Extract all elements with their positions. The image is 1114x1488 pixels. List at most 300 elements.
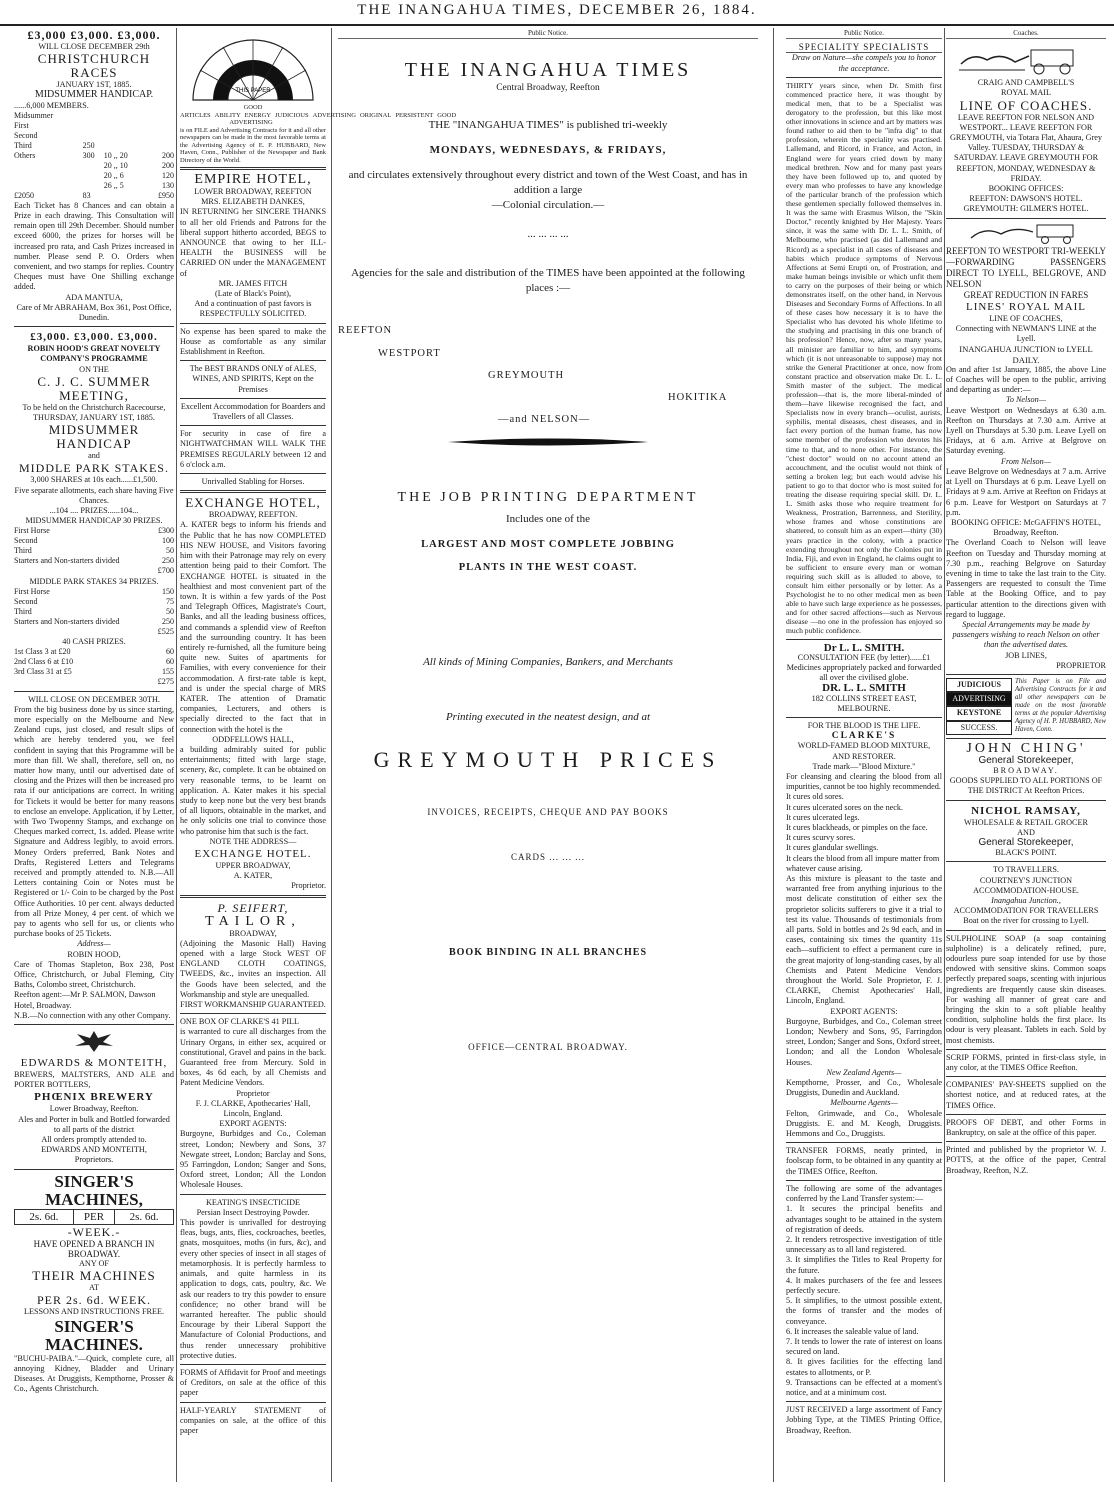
inangahua-junction: Inangahua Junction., bbox=[991, 896, 1061, 905]
close-date: WILL CLOSE DECEMBER 29th bbox=[38, 42, 150, 51]
column-rule bbox=[944, 28, 945, 1482]
to-nelson-label: To Nelson— bbox=[1006, 395, 1046, 405]
mh-prize-row bbox=[14, 546, 174, 556]
fan-word: ORIGINAL bbox=[359, 111, 392, 119]
singer-title-2: SINGER'S MACHINES. bbox=[45, 1316, 143, 1354]
newman-connection: Connecting with NEWMAN'S LINE at the Lyell. bbox=[955, 324, 1097, 344]
members-count: ......6,000 MEMBERS. bbox=[14, 100, 89, 110]
prize-cell bbox=[146, 141, 174, 151]
blacks-point: BLACK'S POINT. bbox=[995, 848, 1057, 858]
advertising-fan-engraving bbox=[188, 30, 318, 102]
robin-hood-address: Care of Thomas Stapleton, Box 238, Post Office, Christchurch, or Jubal Fleming, City Baths, Colombo street, Christchurch. bbox=[14, 959, 174, 990]
cure-item: It cures scurvy sores. bbox=[786, 833, 856, 843]
prize-cell bbox=[104, 131, 146, 141]
mp-prizes-heading: MIDDLE PARK STAKES 34 PRIZES. bbox=[29, 576, 159, 586]
largest-plant: LARGEST AND MOST COMPLETE JOBBING bbox=[421, 538, 675, 550]
ramsay-storekeeper: General Storekeeper, bbox=[978, 836, 1074, 848]
column-rule bbox=[331, 28, 332, 1482]
fan-word: JUDICIOUS bbox=[275, 111, 309, 119]
cure-item: It cures blackheads, or pimples on the face. bbox=[786, 822, 928, 832]
clarkes-heading: CLARKE'S bbox=[831, 731, 897, 742]
clarke-export-label: EXPORT AGENTS: bbox=[219, 1119, 287, 1129]
shares: 3,000 SHARES at 10s each......£1,500. bbox=[30, 475, 158, 485]
danks-name: MRS. ELIZABETH DANKES, bbox=[201, 197, 305, 207]
from-nelson-body: Leave Belgrove on Wednesdays at 7 a.m. Arrive at Lyell on Thursdays at 6 p.m. Leave Lyell on Fridays at 9 a.m. Arrive at Reefton on Fridays at 6 p.m. Leave for Westport on Saturdays at 7 p.m. bbox=[946, 466, 1106, 517]
badge-success: SUCCESS. bbox=[946, 721, 1012, 735]
prize-row bbox=[14, 131, 174, 141]
buchu-ad: "BUCHU-PAIBA."—Quick, complete cure, all annoying Kidney, Bladder and Urinary Diseases. At Druggists, Kempthorne, Prosser & Co., Agents Christchurch. bbox=[14, 1353, 174, 1394]
advantage-item: 6. It increases the saleable value of land. bbox=[786, 1326, 919, 1336]
mh-prize-row-value: 50 bbox=[166, 546, 174, 556]
to-nelson-body: Leave Westport on Wednesdays at 6.30 a.m. Reefton on Thursdays at 7.30 a.m. Arrive at Lyell on Thursdays at 5.30 p.m. Leave Lyell on Fridays, at 6 a.m. Arrive at Belgrove on Saturday evening. bbox=[946, 405, 1106, 456]
clarke-agents: Burgoyne, Burbidges and Co., Coleman street, London; Newbery and Sons, 37 Newgate street, London; Barclay and Sons, 95 Farringdon, London; Sanger and Sons, Oxford street, London; All the London Wholesale Houses. bbox=[180, 1129, 326, 1190]
per-week-line: PER 2s. 6d. WEEK. bbox=[36, 1293, 152, 1308]
affidavit-forms: FORMS of Affidavit for Proof and meetings of Creditors, on sale at the office of this paper bbox=[180, 1367, 326, 1398]
cash-prize-table bbox=[14, 647, 174, 677]
cash-prize-row-label: 3rd Class 31 at £5 bbox=[14, 667, 72, 677]
mp-prize-row bbox=[14, 597, 174, 607]
kater-signature: A. KATER, bbox=[233, 871, 273, 881]
separator-dots: ... ... ... ... bbox=[527, 228, 569, 241]
blood-mixture: WORLD-FAMED BLOOD MIXTURE, bbox=[797, 741, 931, 751]
empire-body: IN RETURNING her SINCERE THANKS to all her old Friends and Patrons for the liberal support hitherto accorded, BEGS to ANNOUNCE that owing to her ILL-HEALTH the BUSINESS will be CARRIED ON under the MANAGEMENT of bbox=[180, 207, 326, 278]
prize-row bbox=[14, 181, 174, 191]
cash-prizes-heading: 40 CASH PRIZES. bbox=[62, 637, 126, 647]
robin-hood-title: ROBIN HOOD'S GREAT NOVELTY COMPANY'S PROGRAMME bbox=[27, 344, 161, 364]
hubbard-ad bbox=[946, 678, 1106, 735]
junction-daily: INANGAHUA JUNCTION to LYELL DAILY. bbox=[959, 344, 1093, 365]
prize-cell bbox=[83, 171, 104, 181]
prize-table bbox=[14, 111, 174, 201]
prize-cell bbox=[83, 181, 104, 191]
prize-total-b: 83 bbox=[82, 190, 91, 200]
prize-cell bbox=[83, 161, 104, 171]
cash-prize-row-value: 60 bbox=[166, 657, 174, 667]
nz-agents-label: New Zealand Agents— bbox=[826, 1067, 902, 1077]
robin-hood-body: From the big business done by us since starting, more especially on the Melbourne and New Zealand cups, just closed, and result slips of which are hereby tendered you, we feel confident in saying that this Programme will be more than fill. We shall, therefore, sell on, no matter how many, until our advertised date of closing and the Prizes will then be increased pro rata if our anticipations are correct. In writing for Tickets it would be better for many reasons to enclose an envelope. Application, if by Letter, with Two Twopenny Stamps, and exchange on Cheques marked correct, 1s. added. Please write Signature and Address legibly, to avoid errors. Money Orders preferred, Bank Notes and Drafts, Registered Letters and Telegrams received and promptly attended to. N.B.—All Letters containing Coin or Notes must be Registered or 1/- Coin to be charged by the Post Office Authorities. 10 per cent. always deducted from all Prize Money, 4 per cent. of which we pay to agents who sell for us, or clients who purchase books of 25 Tickets. bbox=[14, 704, 174, 939]
advantage-item: 3. It simplifies the Titles to Real Property for the future. bbox=[786, 1255, 942, 1275]
booking-office: BOOKING OFFICE: McGAFFIN'S HOTEL, bbox=[951, 517, 1101, 527]
empire-hotel-address: LOWER BROADWAY, REEFTON bbox=[194, 187, 312, 196]
goods-supplied: GOODS SUPPLIED TO ALL PORTIONS OF THE DISTRICT At Reefton Prices. bbox=[949, 776, 1103, 796]
public-notice-label-2: Public Notice. bbox=[786, 28, 942, 39]
exchange-hotel-title: EXCHANGE HOTEL, bbox=[185, 495, 321, 511]
cure-item: It cures old sores. bbox=[786, 792, 844, 802]
mh-prize-row bbox=[14, 556, 174, 566]
plants-west-coast: PLANTS IN THE WEST COAST. bbox=[458, 561, 638, 573]
brewery-title: EDWARDS & MONTEITH, bbox=[20, 1057, 168, 1069]
mp-prize-row-label: Third bbox=[14, 606, 32, 616]
accommodation: Excellent Accommodation for Boarders and Travellers of all Classes. bbox=[180, 401, 326, 422]
blood-is-life: FOR THE BLOOD IS THE LIFE. bbox=[807, 720, 921, 730]
sweep-date: JANUARY 1ST, 1885. bbox=[56, 80, 132, 90]
keystone-badge bbox=[946, 678, 1012, 735]
no-connection-note: N.B.—No connection with any other Company. bbox=[14, 1010, 171, 1020]
lottery-heading-2: £3,000. £3,000. £3,000. bbox=[30, 331, 158, 344]
prize-cell bbox=[14, 181, 83, 191]
fan-note: is on FILE and Advertising Contracts for it and all other newspapers can be made in the most favorable terms at the Advertising Agency of E. P. HUBBARD, New Haven, Conn., Publisher of the Newspaper and Bank Directory of the World. bbox=[180, 126, 326, 164]
printing-executed: Printing executed in the neatest design, and at bbox=[445, 710, 651, 723]
prize-row bbox=[14, 161, 174, 171]
their-machines: THEIR MACHINES bbox=[32, 1268, 156, 1284]
brands: The BEST BRANDS ONLY of ALES, WINES, AND SPIRITS, Kept on the Premises bbox=[189, 364, 317, 394]
brewery-ales: Ales and Porter in bulk and Bottled forwarded to all parts of the district bbox=[18, 1114, 170, 1134]
column-rule bbox=[176, 28, 177, 1482]
mh-prize-row-value: £300 bbox=[158, 526, 174, 536]
trade-mark: Trade mark—"Blood Mixture." bbox=[812, 761, 916, 771]
fan-word: GOOD ARTICLES bbox=[180, 104, 263, 119]
fitch-name: MR. JAMES FITCH bbox=[218, 278, 288, 288]
proofs-of-debt: PROOFS OF DEBT, and other Forms in Bankruptcy, on sale at the office of this paper. bbox=[946, 1117, 1106, 1138]
colonial-circulation: —Colonial circulation.— bbox=[491, 199, 605, 212]
mh-prize-row-value: 250 bbox=[162, 556, 174, 566]
fan-word: ADVERTISING bbox=[312, 111, 356, 119]
fitch-subtitle: (Late of Black's Point), bbox=[214, 289, 292, 299]
prize-cell: First bbox=[14, 120, 29, 130]
mp-prize-row-label: Second bbox=[14, 596, 38, 606]
booking-offices-label: BOOKING OFFICES: bbox=[988, 184, 1064, 194]
exchange-hotel-address: BROADWAY, REEFTON. bbox=[208, 510, 298, 520]
phoenix-brewery: PHŒNIX BREWERY bbox=[34, 1091, 154, 1104]
tailor-title: TAILOR, bbox=[205, 913, 301, 929]
agency-town: GREYMOUTH bbox=[488, 369, 565, 381]
coaches-label: Coaches. bbox=[946, 28, 1106, 39]
prize-row bbox=[14, 151, 174, 161]
column-1 bbox=[14, 28, 174, 1482]
clarke-name: F. J. CLARKE, Apothecaries' Hall, bbox=[195, 1098, 311, 1108]
clarke-lincoln: Lincoln, England. bbox=[223, 1109, 283, 1119]
sulpholine-soap: SULPHOLINE SOAP (a soap containing sulpholine) is a delicately refined, pure, odourless pure soap intended for use by those endowed with sensitive skins. Common soaps perfectly prepared soaps, scenting with injurious ingredients are frequently cause skin diseases. For washing all manner of great care and bringing the skin to a soft pliable healthy condition, sulpholine holds the first place. Its odour is very pleasant. Tablets in each. Sold by most chemists. bbox=[946, 933, 1106, 1045]
prize-cell: Third bbox=[14, 140, 32, 150]
agency-town: HOKITIKA bbox=[668, 392, 728, 404]
badge-keystone: KEYSTONE bbox=[946, 706, 1012, 720]
prize-cell: 300 bbox=[82, 150, 95, 160]
kater-body: A. KATER begs to inform his friends and the Public that he has now COMPLETED HIS NEW HOUSE, and Visitors favoring him with their Patronage may rely on every attention being paid to their Comfort. The EXCHANGE HOTEL is situated in the healthiest and most convenient part of the town. It is within a few yards of the Post and Telegraph Offices, Magistrate's Court, Banks, and all the leading business offices, and commands a splendid view of Reefton and the surrounding country. It has been entirely re-furnished, all the furniture being quite new. Suites of apartments for Families, with every convenience for their accommodation. A first-rate table is kept, and is under the special charge of MRS KATER. The attention of Dramatic companies, Lecturers, and others is specially directed to the fact that in connection with the hotel is the bbox=[180, 520, 326, 734]
at-label: AT bbox=[88, 1283, 99, 1293]
fan-word: PERSISTENT bbox=[395, 111, 434, 119]
export-agents: Burgoyne, Burbidges, and Co., Coleman street London; Newbery and Sons, 95, Farringdon street, London; Sanger and Sons, Oxford street, London; and all the London Wholesale Houses. bbox=[786, 1016, 942, 1067]
mp-prize-row-value: 50 bbox=[166, 606, 174, 616]
restorer: AND RESTORER. bbox=[832, 751, 896, 761]
boat-on-river: Boat on the river for crossing to Lyell. bbox=[963, 916, 1089, 926]
nichol-ramsay: NICHOL RAMSAY, bbox=[971, 804, 1081, 817]
signature-name: ADA MANTUA, bbox=[65, 292, 123, 302]
cleansing: For cleansing and clearing the blood from all impurities, cannot be too highly recommended. bbox=[786, 771, 942, 792]
on-the: ON THE bbox=[79, 364, 109, 374]
keating-body: This powder is unrivalled for destroying fleas, bugs, ants, flies, cockroaches, beetles, gnats, mosquitoes, moths (in furs, &c), and every other species of insect in all stages of metamorphosis. It is perfectly harmless to animals, and quite harmless in its application to dogs, cats, poultry, &c. We ask our readers to try this powder to ensure confidence; no other brand will be warranted hereafter. The public should Encourage by their Liberal Support the Manufacture of Colonial Productions, and thus render unnecessary prohibitive protective duties. bbox=[180, 1218, 326, 1360]
advantage-item: 8. It gives facilities for the effecting land estates to allotments, or P. bbox=[786, 1357, 942, 1377]
cash-prize-row-value: 60 bbox=[166, 647, 174, 657]
advantage-item: 2. It renders retrospective investigation of title unnecessary as to all land registered. bbox=[786, 1234, 942, 1255]
signature-address: Care of Mr ABRAHAM, Box 361, Post Office, Dunedin. bbox=[16, 302, 172, 323]
ching-broadway: BROADWAY. bbox=[993, 765, 1059, 775]
mh-prize-row-value: 100 bbox=[162, 536, 174, 546]
prize-cell bbox=[146, 121, 174, 131]
mh-total: £700 bbox=[157, 566, 174, 576]
brewery-orders: All orders promptly attended to. bbox=[41, 1135, 147, 1145]
imprint: Printed and published by the proprietor W. J. POTTS, at the office of the paper, Central Broadway, Reefton, N.Z. bbox=[946, 1145, 1106, 1175]
prize-cell bbox=[83, 121, 104, 131]
greymouth-prices: GREYMOUTH PRICES bbox=[373, 746, 723, 772]
speciality-heading: SPECIALITY SPECIALISTS bbox=[786, 42, 942, 53]
consultation-fee: CONSULTATION FEE (by letter)......£1 bbox=[797, 652, 931, 662]
clarke-pill-heading: ONE BOX OF CLARKE'S 41 PILL bbox=[180, 1017, 300, 1027]
office-central: OFFICE—CENTRAL BROADWAY. bbox=[468, 1041, 628, 1052]
empire-hotel-title: EMPIRE HOTEL, bbox=[194, 172, 312, 187]
all-kinds: All kinds of Mining Companies, Bankers, and Merchants bbox=[423, 655, 673, 668]
wholesale-grocer: WHOLESALE & RETAIL GROCER bbox=[964, 817, 1088, 827]
fan-word: ENERGY bbox=[244, 111, 272, 119]
prize-cell: 130 bbox=[162, 180, 174, 190]
john-ching: JOHN CHING' bbox=[966, 740, 1086, 756]
mh-prize-row-label: Second bbox=[14, 536, 38, 546]
mh-prize-row-label: Third bbox=[14, 546, 32, 556]
seifert-name: P. SEIFERT, bbox=[217, 900, 289, 915]
mh-prize-row-label: First Horse bbox=[14, 526, 50, 536]
cure-item: It cures ulcerated sores on the neck. bbox=[786, 802, 904, 812]
overland-coach: The Overland Coach to Nelson will leave Reefton on Tuesday and Thursday morning at 7.30 p.m., reaching Belgrove on Saturday evening in time to take the last train to the City. Passengers are requested to consult the Time Table at the Booking Office, and to pay particular attention to the directions given with regard to luggage. bbox=[946, 538, 1106, 619]
advantage-item: 4. It makes purchasers of the fee and lessees perfectly secure. bbox=[786, 1275, 942, 1295]
prize-row bbox=[14, 121, 174, 131]
agency-town: —and NELSON— bbox=[498, 414, 591, 426]
expense: No expense has been spared to make the House as comfortable as any similar Establishment in Reefton. bbox=[180, 326, 326, 357]
prize-cell bbox=[146, 131, 174, 141]
to-travellers: TO TRAVELLERS. bbox=[993, 865, 1059, 875]
lines-royal-mail: LINES' ROYAL MAIL bbox=[965, 300, 1086, 313]
tailor-broadway: BROADWAY, bbox=[229, 928, 277, 938]
kater-proprietor: Proprietor. bbox=[291, 881, 326, 891]
publication-days: MONDAYS, WEDNESDAYS, & FRIDAYS, bbox=[429, 144, 667, 157]
prize-cell bbox=[146, 111, 174, 121]
midsummer-handicap: MIDSUMMER HANDICAP bbox=[48, 422, 140, 452]
mh-prize-row-label: Starters and Non-starters divided bbox=[14, 556, 120, 566]
tailor-footer: FIRST WORKMANSHIP GUARANTEED. bbox=[180, 1000, 326, 1010]
column-3 bbox=[338, 28, 758, 1482]
mh-prize-table bbox=[14, 526, 174, 566]
mp-prize-row bbox=[14, 587, 174, 597]
prize-cell bbox=[14, 161, 83, 171]
prize-cell bbox=[104, 141, 146, 151]
tailor-body: (Adjoining the Masonic Hall) Having opened with a large Stock WEST OF ENGLAND CLOTH COATINGS, TWEEDS, &c., invites an inspection. All the Goods have been selected, and the Workmanship and style are unequalled. bbox=[180, 938, 326, 999]
per-week-box bbox=[14, 1209, 174, 1225]
cash-prize-row-value: 155 bbox=[162, 667, 174, 677]
prize-cell bbox=[83, 131, 104, 141]
mixture-body: As this mixture is pleasant to the taste and warranted free from anything injurious to the most delicate constitution of either sex the proprietor solicits sufferers to give it a trial to test its value. Thousands of testimonials from all parts. Sold in bottles and 2s 9d each, and in cases, containing six times the quantity 11s each—sufficient to effect a permanent cure in the great majority of long-standing cases, by all Chemists and Patent Medicine Vendors throughout the World. Sole Proprietor, F. J. CLARKE, Chemist Apothecaries' Hall, Lincoln, England. bbox=[786, 874, 942, 1006]
clarke-proprietor-label: Proprietor bbox=[236, 1088, 270, 1098]
prize-row bbox=[14, 111, 174, 121]
cards-line: CARDS ... ... ... bbox=[510, 851, 585, 862]
publication-line-3: and circulates extensively throughout every district and town of the West Coast, and has in addition a large bbox=[348, 169, 748, 197]
cjc-date: THURSDAY, JANUARY 1ST, 1885. bbox=[33, 413, 155, 423]
prize-cell bbox=[83, 111, 104, 121]
branch-notice: HAVE OPENED A BRANCH IN BROADWAY. bbox=[33, 1238, 155, 1259]
mh-prize-row bbox=[14, 526, 174, 536]
special-arrangements: Special Arrangements may be made by passengers wishing to reach Nelson on other than the advertised dates. bbox=[952, 619, 1100, 650]
prize-cell: 26 ,, 5 bbox=[103, 180, 124, 190]
close-date-2: WILL CLOSE ON DECEMBER 30TH. bbox=[28, 694, 160, 704]
mp-prize-row-value: 75 bbox=[166, 596, 174, 606]
prize-cell: 20 ,, 10 bbox=[103, 160, 128, 170]
and-label-5: AND bbox=[1017, 827, 1035, 837]
prize-cell: 200 bbox=[162, 150, 174, 160]
prize-cell bbox=[104, 111, 146, 121]
eagle-crest-icon bbox=[71, 1028, 117, 1054]
advantage-item: 1. It secures the principal benefits and advantages sought to be attained in the system of registration of deeds. bbox=[786, 1204, 942, 1234]
mh-prizes-heading: MIDSUMMER HANDICAP 30 PRIZES. bbox=[25, 516, 163, 526]
medicines: Medicines appropriately packed and forwarded all over the civilised globe. bbox=[786, 662, 942, 683]
sweep-title: CHRISTCHURCH RACES bbox=[37, 51, 151, 81]
melbourne-agents-label: Melbourne Agents— bbox=[830, 1098, 898, 1108]
fan-words bbox=[180, 104, 457, 127]
coach-engraving-icon bbox=[951, 42, 1101, 76]
publication-line-1: THE "INANGAHUA TIMES" is published tri-weekly bbox=[428, 119, 668, 132]
address-label: Address— bbox=[77, 939, 111, 949]
prize-total-c: £950 bbox=[158, 190, 174, 200]
prize-cell: 200 bbox=[162, 160, 174, 170]
public-notice-label: Public Notice. bbox=[338, 28, 758, 39]
any-of: ANY OF bbox=[79, 1259, 109, 1269]
prize-total-a: £2050 bbox=[14, 190, 34, 200]
exchange-hotel-2: EXCHANGE HOTEL. bbox=[194, 847, 312, 860]
brewery-proprietors: Proprietors. bbox=[74, 1155, 114, 1165]
prize-cell: 10 ,, 20 bbox=[103, 150, 128, 160]
cobb-title: CRAIG AND CAMPBELL'S bbox=[977, 78, 1075, 88]
advantage-item: 9. Transactions can be effected at a moment's notice, and at a minimum cost. bbox=[786, 1377, 942, 1397]
book-binding: BOOK BINDING IN ALL BRANCHES bbox=[448, 946, 648, 958]
pay-sheets: COMPANIES' PAY-SHEETS supplied on the shortest notice, and at reduced rates, at the TIMES Office. bbox=[946, 1080, 1106, 1110]
mp-prize-row-value: 150 bbox=[162, 586, 174, 596]
dr-smith-title: Dr L. L. SMITH. bbox=[823, 641, 905, 654]
prize-cell bbox=[104, 121, 146, 131]
coach-engraving-icon-2 bbox=[951, 222, 1101, 244]
agency-towns bbox=[338, 326, 758, 425]
week-label: -WEEK.- bbox=[67, 1224, 121, 1239]
cash-prize-row-label: 1st Class 3 at £20 bbox=[14, 647, 71, 657]
per-c: 2s. 6d. bbox=[129, 1210, 159, 1223]
lottery-body: Each Ticket has 8 Chances and can obtain a Prize in each drawing. This Consultation will remain open till 29th December. Should number exceed 6000, the prizes for horses will be increased pro rata, and Cash Prizes increased in number. Please send P. O. Orders when convenient, and two stamps for replies. Country Cheques must have One Shilling exchange added. bbox=[14, 200, 174, 292]
fan-center-text: THIS PAPER bbox=[235, 88, 271, 94]
lessons: LESSONS AND INSTRUCTIONS FREE. bbox=[23, 1307, 165, 1317]
brewery-address: Lower Broadway, Reefton. bbox=[49, 1104, 139, 1114]
sweep-subtitle: MIDSUMMER HANDICAP. bbox=[34, 89, 154, 101]
prizes-line: ...104 .... PRIZES......104... bbox=[49, 506, 139, 516]
prize-cell: Second bbox=[14, 130, 38, 140]
keating-subtitle: Persian Insect Destroying Powder. bbox=[196, 1207, 310, 1217]
cures-list bbox=[786, 792, 942, 874]
reefton-agent: Reefton agent:—Mr P. SALMON, Dawson Hotel, Broadway. bbox=[14, 990, 156, 1010]
courtney-house: COURTNEY'S JUNCTION ACCOMMODATION-HOUSE. bbox=[973, 875, 1079, 895]
draw-on-nature: Draw on Nature—she compels you to honor the acceptance. bbox=[791, 53, 937, 73]
transfer-forms: TRANSFER FORMS, neatly printed, in foolscap form, to be obtained in any quantity at the TIMES Office, Reefton. bbox=[786, 1146, 942, 1176]
stabling: Unrivalled Stabling for Horses. bbox=[201, 477, 305, 487]
mp-prize-row-label: Starters and Non-starters divided bbox=[14, 616, 120, 626]
westport-service: REEFTON TO WESTPORT TRI-WEEKLY—FORWARDING PASSENGERS DIRECT TO LYELL, BELGROVE, AND NELSON bbox=[946, 245, 1106, 289]
cash-prize-row-label: 2nd Class 6 at £10 bbox=[14, 657, 74, 667]
cure-item: It cures ulcerated legs. bbox=[786, 812, 860, 822]
masthead: THE INANGAHUA TIMES, DECEMBER 26, 1884. bbox=[0, 2, 1114, 26]
cure-item: It clears the blood from all impure matter from whatever cause arising. bbox=[786, 853, 940, 873]
royal-mail: ROYAL MAIL bbox=[1001, 88, 1051, 98]
nz-agents: Kempthorne, Prosser, and Co., Wholesale Druggists, Dunedin and Auckland. bbox=[786, 1078, 942, 1098]
cobb-body: LEAVE REEFTON FOR NELSON AND WESTPORT... LEAVE REEFTON FOR GREYMOUTH, via Totara Flat, Ahaura, Grey Valley. TUESDAY, THURSDAY & SATURDAY. LEAVE GREYMOUTH FOR REEFTON, MONDAY, WEDNESDAY & FRIDAY. bbox=[949, 112, 1103, 183]
mp-total: £525 bbox=[157, 626, 174, 636]
from-nelson-label: From Nelson— bbox=[1001, 456, 1051, 466]
prize-row bbox=[14, 171, 174, 181]
specialist-body: THIRTY years since, when Dr. Smith first commenced practice here, it was thought by medical men, that to be a Specialist was derogatory to the profession, but this like most other innovations in science and art by matters was found rather to aid then to be "infra dig" to that profession, wherein the speciality was practised. Lallemand, and Ricord, in France, and Acton, in England were for years cried down by many medical brethren. Now and for many past years they have been followed up to, and quoted by every man who professes to have any knowledge of the particular branch of the profession which these gentlemen specially followed themselves in. It was the same with Erasmus Wilson, the "Skin Doctor," recently knighted by Her Majesty. Years since, it was the same with Dr. L. L. Smith, of Melbourne, who practised (as did Lallemand and Ricord) as a specialist in all cases of diseases and habits which produce symptoms of Nervous Affections at Semi Erupti on, of Prostration, and make human beings invisible or which unfit them to carry on the purposes of their being or which demonstrates itself, on the other hand, in Nervous Diseases and Secondary Forms of Affections. In all of these cases how necessary it is to have the Specialist who has devoted his whole lifetime to the studying and practising in this one branch of his profession? Hence, now, after so many years, all minister are familiar to him, and symptoms which (it is not unreasonable to suppose) may not strike the General Practitioner at once, now from constant practice and observation make Dr. L. L. Smith master of the subject. The medical profession—that is, the more liberal-minded of them—have likewise recognised the fact, and Specialists now in every branch—oculist, aurists, syphilis, mental diseases, chest diseases, and in fact every portion of the human frame, has now some member of the profession who devotes his time to that, and to none other. For instance, the "chest doctor" would on no account attend an accouchment, and the oculist would not think of setting a broken leg; but each would advise his patient to go to that doctor who is most suited for treating the disease requiring special skill. Dr. L. L. Smith asks those who require treatment for Weakness, Prostration, Barrenness, and Sterility, whose frames and whose constitutions are shattered, to consult him as an expert—thirty (30) years practice in the colony, with a practice extending throughout not only the Colonies put in India, Fiji, and even in England, he claims ought to be sufficient to ensure every man or woman requiring such skill as is alluded to above, to consult him either personally or by letter. As a Psychologist he to no other medical men as been able to have such large experience as he possesses, and for other sacred affections—such as Nervous disease —no one in the profession has enjoyed so much public confidence. bbox=[786, 80, 942, 636]
column-5 bbox=[946, 28, 1106, 1482]
lottery-heading: £3,000 £3,000. £3,000. bbox=[27, 28, 161, 42]
singer-title: SINGER'S MACHINES, bbox=[45, 1171, 143, 1209]
booking-offices: REEFTON: DAWSON'S HOTEL. GREYMOUTH: GILMER'S HOTEL. bbox=[963, 194, 1089, 214]
cjc-meeting: C. J. C. SUMMER MEETING, bbox=[37, 373, 151, 403]
per-b: PER bbox=[73, 1209, 114, 1224]
prize-cell: 120 bbox=[162, 170, 174, 180]
cure-item: It cures glandular swellings. bbox=[786, 843, 879, 853]
ornament-rule-icon bbox=[448, 437, 648, 447]
accommodation-travellers: ACCOMMODATION FOR TRAVELLERS bbox=[953, 906, 1099, 916]
lines-body: On and after 1st January, 1885, the above Line of Coaches will be open to the public, arriving and departing as under:— bbox=[946, 364, 1106, 395]
prize-cell: Midsummer bbox=[14, 110, 54, 120]
paper-title: THE INANGAHUA TIMES bbox=[404, 59, 692, 82]
collins-street: 182 COLLINS STREET EAST, MELBOURNE. bbox=[811, 693, 917, 713]
dr-smith-title-2: DR. L. L. SMITH bbox=[822, 682, 906, 695]
keating-title: KEATING'S INSECTICIDE bbox=[205, 1197, 301, 1207]
fan-word: GOOD ADVERTISING bbox=[229, 111, 457, 126]
agency-town: REEFTON bbox=[338, 325, 393, 337]
badge-judicious: JUDICIOUS bbox=[946, 678, 1012, 692]
robin-hood-name: ROBIN HOOD, bbox=[67, 949, 121, 959]
export-agents-label: EXPORT AGENTS: bbox=[830, 1006, 898, 1016]
hall-body: a building admirably suited for public entertainments; fitted with large stage, scenery, &c, complete. It can be obtained on very reasonable terms, to be learnt on application. A. Kater makes it his special study to keep none but the very best brands of all liquors, obtainable in the market, and he only solicits one trial to convince those who patronise him that such is the fact. bbox=[180, 744, 326, 836]
cash-prize-row bbox=[14, 657, 174, 667]
advantage-item: 7. It tends to lower the rate of interest on loans secured on land. bbox=[786, 1336, 942, 1357]
note-address: NOTE THE ADDRESS— bbox=[209, 836, 297, 846]
column-rule bbox=[773, 28, 774, 1482]
badge-advertising: ADVERTISING bbox=[946, 692, 1012, 706]
job-lines: JOB LINES, bbox=[1005, 650, 1047, 660]
mp-prize-row-value: 250 bbox=[162, 616, 174, 626]
cash-total: £275 bbox=[157, 677, 174, 687]
and-label: and bbox=[88, 451, 100, 461]
half-yearly-statement: HALF-YEARLY STATEMENT of companies on sale, at the office of this paper bbox=[180, 1405, 326, 1435]
oddfellows-hall: ODDFELLOWS HALL, bbox=[212, 734, 294, 744]
scrip-forms: SCRIP FORMS, printed in first-class style, in any color, at the TIMES Office Reefton. bbox=[946, 1052, 1106, 1073]
cash-prize-row bbox=[14, 667, 174, 677]
favours: And a continuation of past favors is RESPECTFULLY SOLICITED. bbox=[194, 299, 312, 319]
job-dept-title: THE JOB PRINTING DEPARTMENT bbox=[397, 490, 699, 506]
just-received: JUST RECEIVED a large assortment of Fancy Jobbing Type, at the TIMES Printing Office, Broadway, Reefton. bbox=[786, 1405, 942, 1435]
prize-cell: 250 bbox=[82, 140, 95, 150]
ching-storekeeper: General Storekeeper, bbox=[978, 754, 1074, 766]
agencies-text: Agencies for the sale and distribution of the TIMES have been appointed at the following places :— bbox=[351, 267, 745, 295]
brewery-subtitle: BREWERS, MALTSTERS, AND ALE and PORTER BOTTLERS, bbox=[14, 1070, 174, 1090]
mp-prize-table bbox=[14, 587, 174, 627]
great-reduction: GREAT REDUCTION IN FARES bbox=[963, 289, 1089, 300]
line-of-coaches: LINE OF COACHES. bbox=[959, 97, 1093, 113]
mp-prize-row bbox=[14, 617, 174, 627]
invoices-line: INVOICES, RECEIPTS, CHEQUE AND PAY BOOKS bbox=[427, 806, 669, 817]
lines-subtitle: LINE OF COACHES, bbox=[989, 313, 1063, 323]
paper-office: Central Broadway, Reefton bbox=[496, 83, 600, 94]
includes-line: Includes one of the bbox=[506, 512, 590, 525]
middle-park-stakes: MIDDLE PARK STAKES. bbox=[19, 461, 169, 476]
melbourne-agents: Felton, Grimwade, and Co., Wholesale Druggists. E. and M. Keogh, Druggists. Hemmons and Co., Druggists. bbox=[786, 1108, 942, 1139]
per-a: 2s. 6d. bbox=[29, 1210, 59, 1223]
prize-cell: Others bbox=[14, 150, 36, 160]
agency-town: WESTPORT bbox=[378, 347, 441, 359]
booking-office-address: Broadway, Reefton. bbox=[993, 528, 1059, 538]
brewery-signature: EDWARDS AND MONTEITH, bbox=[41, 1145, 147, 1155]
